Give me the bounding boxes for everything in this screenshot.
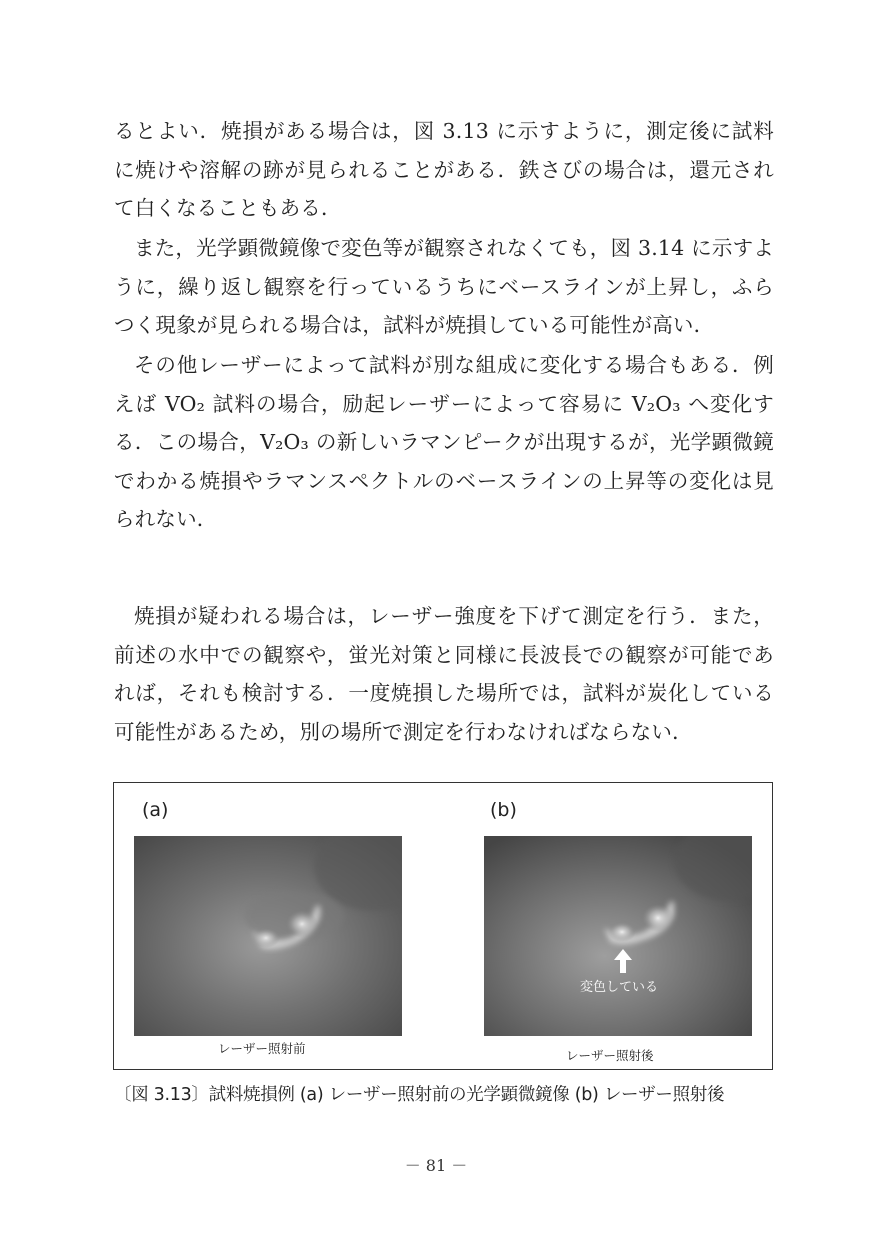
figure-3-13 bbox=[113, 782, 773, 1070]
paragraph-3: その他レーザーによって試料が別な組成に変化する場合もある．例えば VO₂ 試料の場合，励起レーザーによって容易に V₂O₃ へ変化する．この場合，V₂O₃ の新しいラマンピークが出現するが，光学顕微鏡でわかる焼損やラマンスペクトルのベースラインの上昇等の変化は見られない． bbox=[114, 353, 774, 531]
page-number: － 81 － bbox=[404, 1156, 468, 1175]
micrograph-after bbox=[484, 836, 752, 1036]
paragraph-1: るとよい．焼損がある場合は，図 3.13 に示すように，測定後に試料に焼けや溶解の跡が見られることがある．鉄さびの場合は，還元されて白くなることもある． bbox=[114, 119, 774, 220]
discoloration-annotation: 変色している bbox=[580, 980, 659, 995]
paragraph-4: 焼損が疑われる場合は，レーザー強度を下げて測定を行う．また，前述の水中での観察や，蛍光対策と同様に長波長での観察が可能であれば，それも検討する．一度焼損した場所では，試料が炭化している可能性があるため，別の場所で測定を行わなければならない． bbox=[114, 604, 774, 744]
up-arrow-icon bbox=[614, 949, 632, 973]
panel-b-caption: レーザー照射後 bbox=[566, 1048, 654, 1063]
figure-caption: 〔図 3.13〕試料焼損例 (a) レーザー照射前の光学顕微鏡像 (b) レーザー照射後 bbox=[114, 1085, 725, 1105]
panel-a-caption: レーザー照射前 bbox=[218, 1041, 306, 1056]
paragraph-2: また，光学顕微鏡像で変色等が観察されなくても，図 3.14 に示すように，繰り返し観察を行っているうちにベースラインが上昇し，ふらつく現象が見られる場合は，試料が焼損している可能性が高い． bbox=[114, 236, 774, 337]
panel-b-label: (b) bbox=[490, 799, 517, 821]
micrograph-before bbox=[134, 836, 402, 1036]
panel-a-label: (a) bbox=[142, 799, 169, 821]
